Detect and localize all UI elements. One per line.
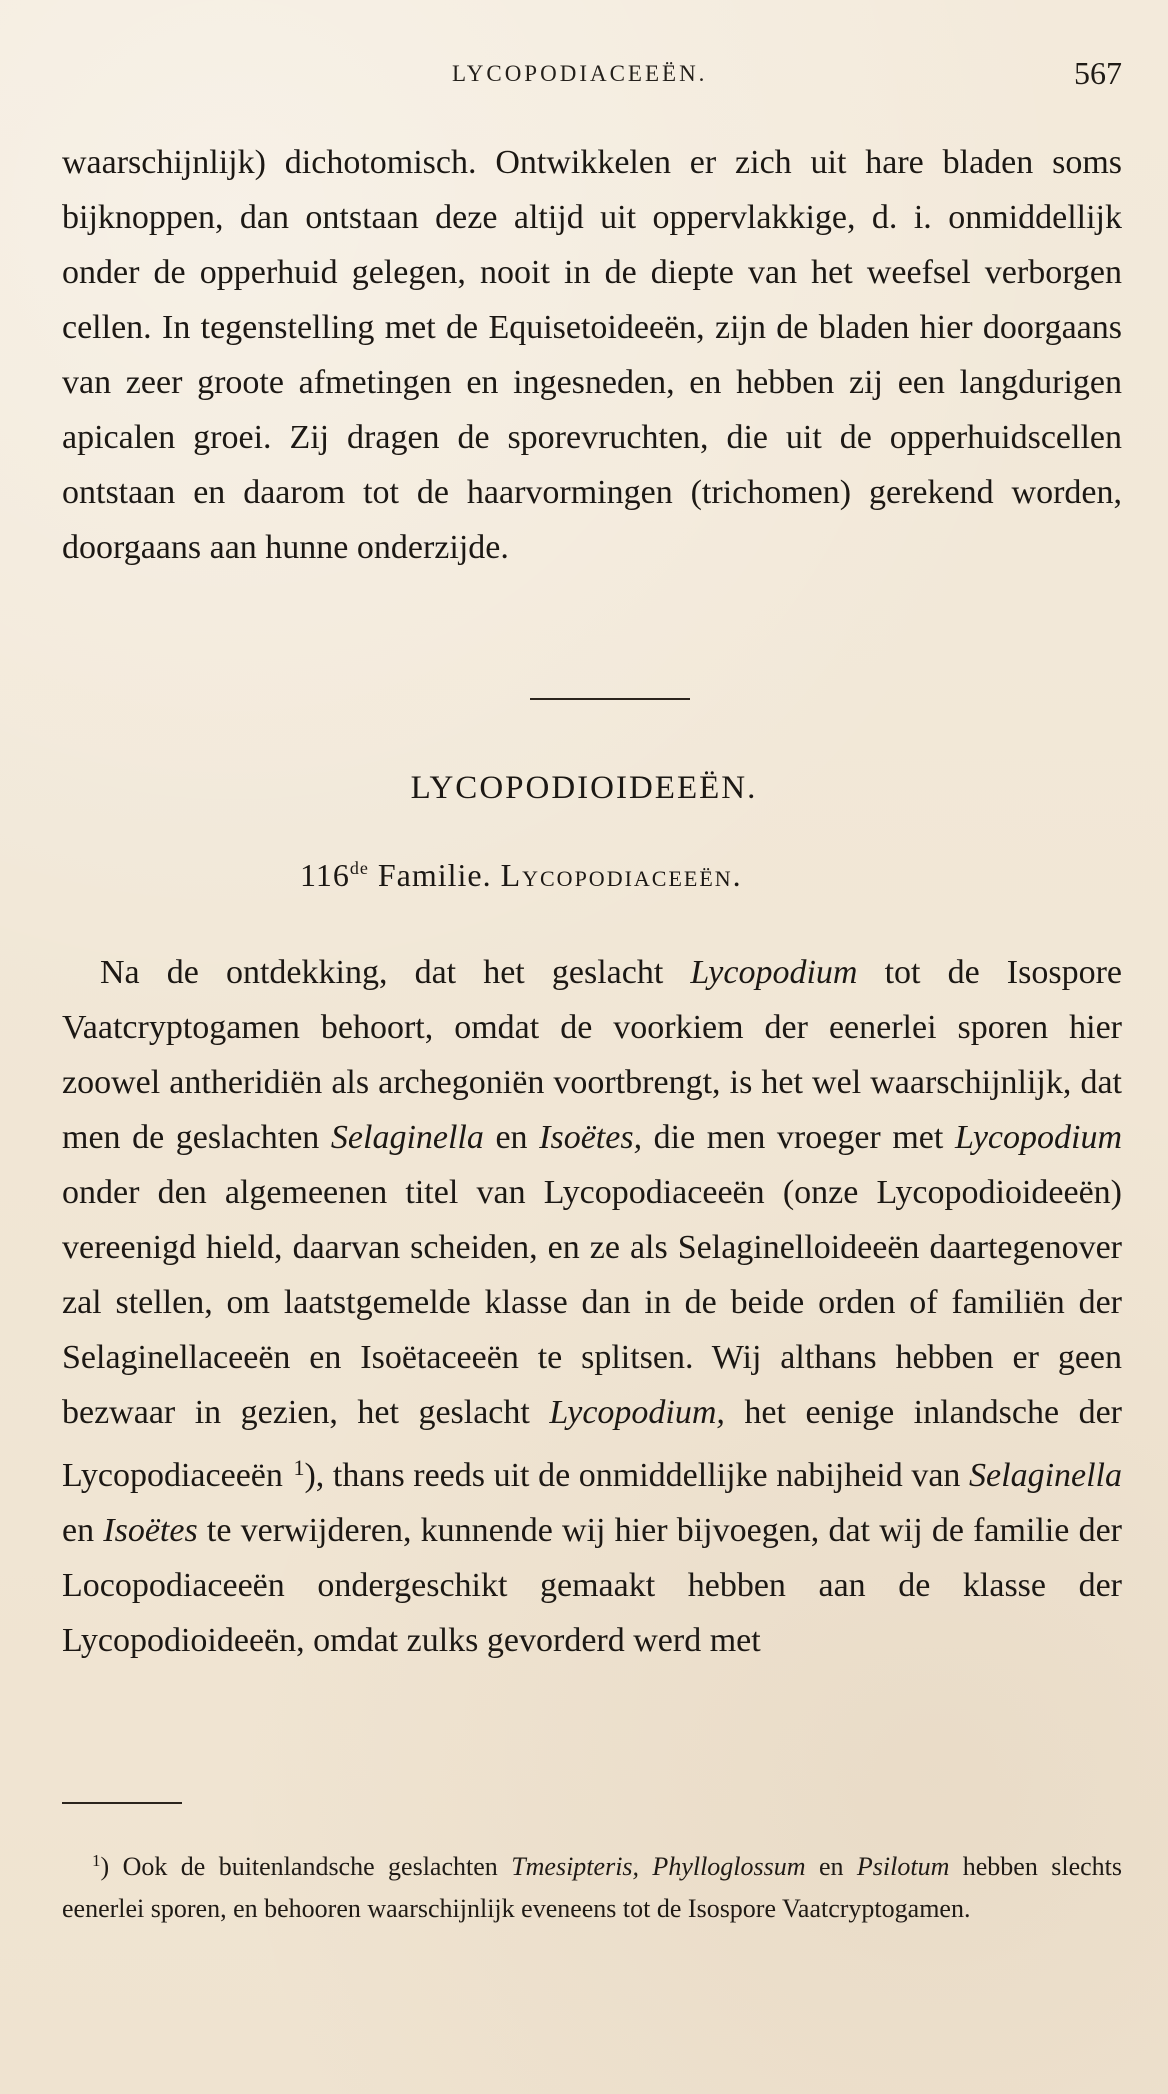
main-text-segment: ), thans reeds uit de onmiddellijke nabijheid van bbox=[304, 1457, 970, 1494]
footnote-genus-name: Psilotum bbox=[856, 1852, 950, 1881]
footnote-segment: hebben slechts eenerlei sporen, en behooren waarschijnlijk eveneens tot de Isospore Vaatcryptogamen. bbox=[62, 1852, 1123, 1923]
main-text-segment: en bbox=[483, 1119, 540, 1156]
main-paragraph-text bbox=[62, 945, 1122, 1668]
family-heading bbox=[300, 857, 743, 894]
genus-name: Selaginella bbox=[330, 1119, 484, 1156]
footnote-reference: 1 bbox=[293, 1455, 305, 1480]
footnote-segment: ) Ook de buitenlandsche geslachten bbox=[100, 1852, 512, 1881]
family-name: Lycopodiaceeën. bbox=[500, 857, 743, 893]
footnote bbox=[62, 1840, 1122, 1930]
main-text-segment: het eenige inlandsche der Lycopodiaceeën bbox=[62, 1394, 1122, 1494]
page-number: 567 bbox=[1074, 55, 1122, 91]
genus-name: Isoëtes bbox=[103, 1512, 198, 1549]
footnote-text bbox=[62, 1840, 1122, 1930]
main-text-segment: Na de ontdekking, dat het geslacht bbox=[100, 954, 691, 991]
genus-name: Lycopodium bbox=[954, 1119, 1123, 1156]
footnote-genus-name: Tmesipteris, Phylloglossum bbox=[511, 1852, 806, 1881]
genus-name: Isoëtes, bbox=[539, 1119, 643, 1156]
main-paragraph bbox=[62, 945, 1122, 1668]
genus-name: Lycopodium bbox=[690, 954, 858, 991]
footnote-segment: en bbox=[805, 1852, 857, 1881]
main-text-segment: die men vroeger met bbox=[642, 1119, 955, 1156]
genus-name: Selaginella bbox=[969, 1457, 1122, 1494]
footnote-rule bbox=[62, 1802, 182, 1804]
main-text-segment: te verwijderen, kunnende wij hier bijvoegen, dat wij de familie der Locopodiaceeën ondergeschikt gemaakt hebben aan de klasse der Lycopodioideeën, omdat zulks gevorderd werd met bbox=[62, 1512, 1122, 1659]
opening-paragraph-text: waarschijnlijk) dichotomisch. Ontwikkelen er zich uit hare bladen soms bijknoppen, dan ontstaan deze altijd uit oppervlakkige, d. i. onmiddellijk onder de opperhuid gelegen, nooit in de diepte van het weefsel verborgen cellen. In tegenstelling met de Equisetoideeën, zijn de bladen hier doorgaans van zeer groote afmetingen en ingesneden, en hebben zij een langdurigen apicalen groei. Zij dragen de sporevruchten, die uit de opperhuidscellen ontstaan en daarom tot de haarvormingen (trichomen) gerekend worden, doorgaans aan hunne onderzijde. bbox=[62, 144, 1122, 566]
opening-paragraph bbox=[62, 135, 1122, 575]
genus-name: Lycopodium, bbox=[549, 1394, 725, 1431]
running-head: LYCOPODIACEEËN. bbox=[452, 61, 708, 86]
family-suffix: de bbox=[349, 858, 369, 878]
family-word: Familie. bbox=[377, 857, 492, 893]
section-title: LYCOPODIOIDEEËN. bbox=[410, 770, 758, 806]
main-text-segment: onder den algemeenen titel van Lycopodiaceeën (onze Lycopodioideeën) vereenigd hield, daarvan scheiden, en ze als Selaginelloideeën daartegenover zal stellen, om laatstgemelde klasse dan in de beide orden of familiën der Selaginellaceeën en Isoëtaceeën te splitsen. Wij althans hebben er geen bezwaar in gezien, het geslacht bbox=[62, 1174, 1122, 1431]
footnote-marker: 1 bbox=[92, 1851, 101, 1870]
page-header bbox=[62, 55, 1122, 105]
section-divider bbox=[530, 698, 690, 700]
family-number: 116 bbox=[300, 857, 350, 893]
main-text-segment: en bbox=[62, 1512, 104, 1549]
main-text-segment: tot de Isospore Vaatcryptogamen behoort, omdat de voorkiem der eenerlei sporen hier zoowel antheridiën als archegoniën voortbrengt, is het wel waarschijnlijk, dat men de geslachten bbox=[62, 954, 1122, 1156]
